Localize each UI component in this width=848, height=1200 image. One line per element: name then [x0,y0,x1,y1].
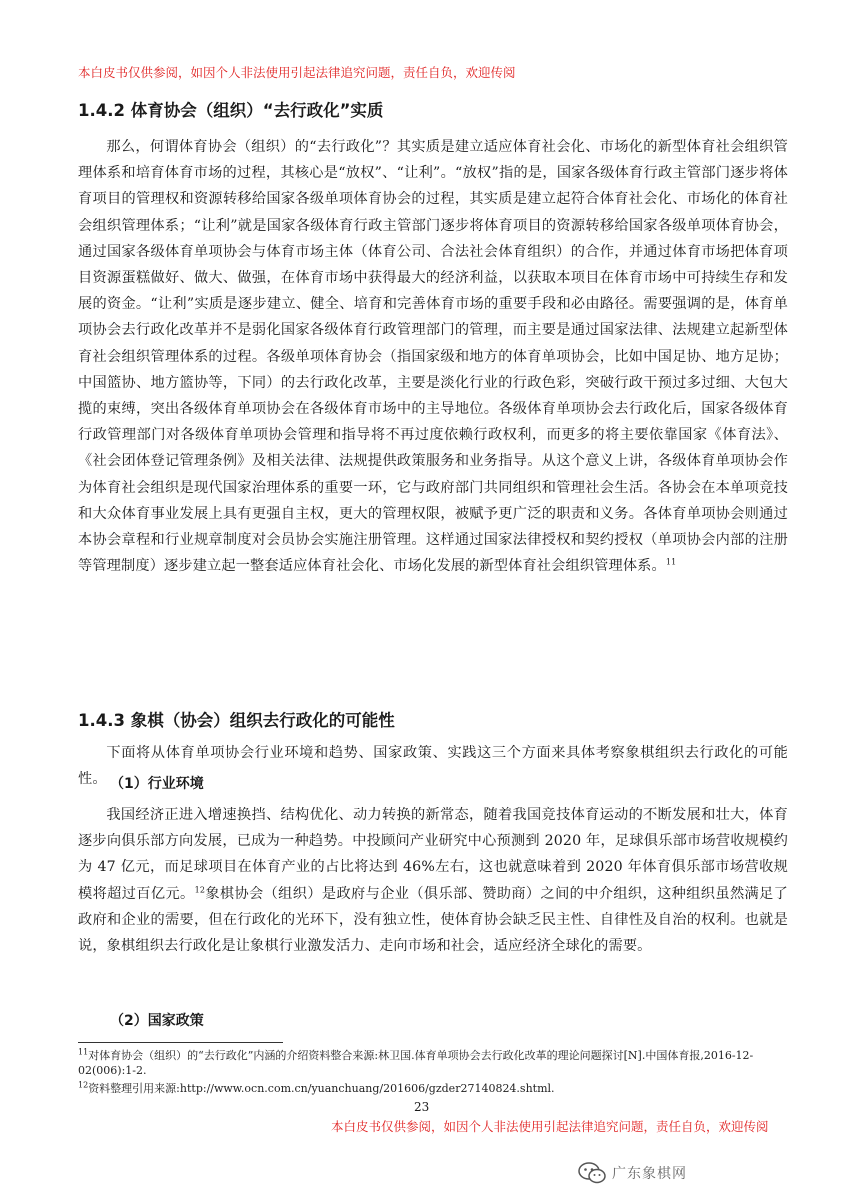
footnote-text: 对体育协会（组织）的“去行政化”内涵的介绍资料整合来源:林卫国.体育单项协会去行政化改革的理论问题探讨[N].中国体育报,2016-12-02(006):1-2. [78,1049,754,1077]
footnote-text: 资料整理引用来源:http://www.ocn.com.cn/yuanchuang/201606/gzder27140824.shtml. [88,1082,555,1095]
industry-text-a: 我国经济正进入增速换挡、结构优化、动力转换的新常态，随着我国竞技体育运动的不断发展和壮大，体育逐步向俱乐部方向发展，已成为一种趋势。中投顾问产业研究中心预测到 2020 年，足球俱乐部市场营收规模约为 47 亿元，而足球项目在体育产业的占比将达到 46%左右，这也就意味着到 2020 年体育俱乐部市场营收规模将超过百亿元。 [78,807,788,902]
watermark [578,1162,687,1184]
footnote-11 [78,1048,790,1078]
footnote-ref-12[interactable]: 12 [194,884,206,894]
section-1-4-2-body [78,134,788,579]
footnote-ref-11[interactable]: 11 [665,557,677,567]
section-heading-1-4-2: 1.4.2 体育协会（组织）“去行政化”实质 [78,101,384,120]
page-number: 23 [414,1100,430,1114]
subheading-industry-environment: （1）行业环境 [110,776,204,792]
section-1-4-3-intro: 下面将从体育单项协会行业环境和趋势、国家政策、实践这三个方面来具体考察象棋组织去行政化的可能性。 [78,745,788,788]
section-heading-1-4-3: 1.4.3 象棋（协会）组织去行政化的可能性 [78,711,395,730]
watermark-text: 广东象棋网 [612,1166,687,1182]
industry-environment-body [78,802,788,959]
footnote-num: 12 [78,1080,89,1090]
footnote-num: 11 [78,1047,89,1057]
disclaimer-bottom: 本白皮书仅供参阅，如因个人非法使用引起法律追究问题，责任自负，欢迎传阅 [331,1119,769,1134]
subheading-national-policy: （2）国家政策 [110,1013,204,1029]
footnote-12 [78,1081,790,1096]
industry-text-b: 象棋协会（组织）是政府与企业（俱乐部、赞助商）之间的中介组织，这种组织虽然满足了政府和企业的需要，但在行政化的光环下，没有独立性，使体育协会缺乏民主性、自律性及自治的权利。也就是说，象棋组织去行政化是让象棋行业激发活力、走向市场和社会，适应经济全球化的需要。 [78,885,788,955]
wechat-icon [578,1162,606,1184]
section-1-4-2-text: 那么，何谓体育协会（组织）的“去行政化”？其实质是建立适应体育社会化、市场化的新型体育社会组织管理体系和培育体育市场的过程，其核心是“放权”、“让利”。“放权”指的是，国家各级体育行政主管部门逐步将体育项目的管理权和资源转移给国家各级单项体育协会的过程，其实质是建立起符合体育社会化、市场化的体育社会组织管理体系；“让利”就是国家各级体育行政主管部门逐步将体育项目的资源转移给国家各级单项体育协会，通过国家各级体育单项协会与体育市场主体（体育公司、合法社会体育组织）的合作，并通过体育市场把体育项目资源蛋糕做好、做大、做强，在体育市场中获得最大的经济利益，以获取本项目在体育市场中可持续生存和发展的资金。“让利”实质是逐步建立、健全、培育和完善体育市场的重要手段和必由路径。需要强调的是，体育单项协会去行政化改革并不是弱化国家各级体育行政管理部门的管理，而主要是通过国家法律、法规建立起新型体育社会组织管理体系的过程。各级单项体育协会（指国家级和地方的体育单项协会，比如中国足协、地方足协；中国篮协、地方篮协等，下同）的去行政化改革，主要是淡化行业的行政色彩，突破行政干预过多过细、大包大揽的束缚，突出各级体育单项协会在各级体育市场中的主导地位。各级体育单项协会去行政化后，国家各级体育行政管理部门对各级体育单项协会管理和指导将不再过度依赖行政权利，而更多的将主要依靠国家《体育法》、《社会团体登记管理条例》及相关法律、法规提供政策服务和业务指导。从这个意义上讲，各级体育单项协会作为体育社会组织是现代国家治理体系的重要一环，它与政府部门共同组织和管理社会生活。各协会在本单项竞技和大众体育事业发展上具有更强自主权，更大的管理权限，被赋予更广泛的职责和义务。各体育单项协会则通过本协会章程和行业规章制度对会员协会实施注册管理。这样通过国家法律授权和契约授权（单项协会内部的注册等管理制度）逐步建立起一整套适应体育社会化、市场化发展的新型体育社会组织管理体系。 [78,139,788,575]
disclaimer-top: 本白皮书仅供参阅，如因个人非法使用引起法律追究问题，责任自负，欢迎传阅 [78,65,516,80]
footnote-divider [78,1042,283,1043]
